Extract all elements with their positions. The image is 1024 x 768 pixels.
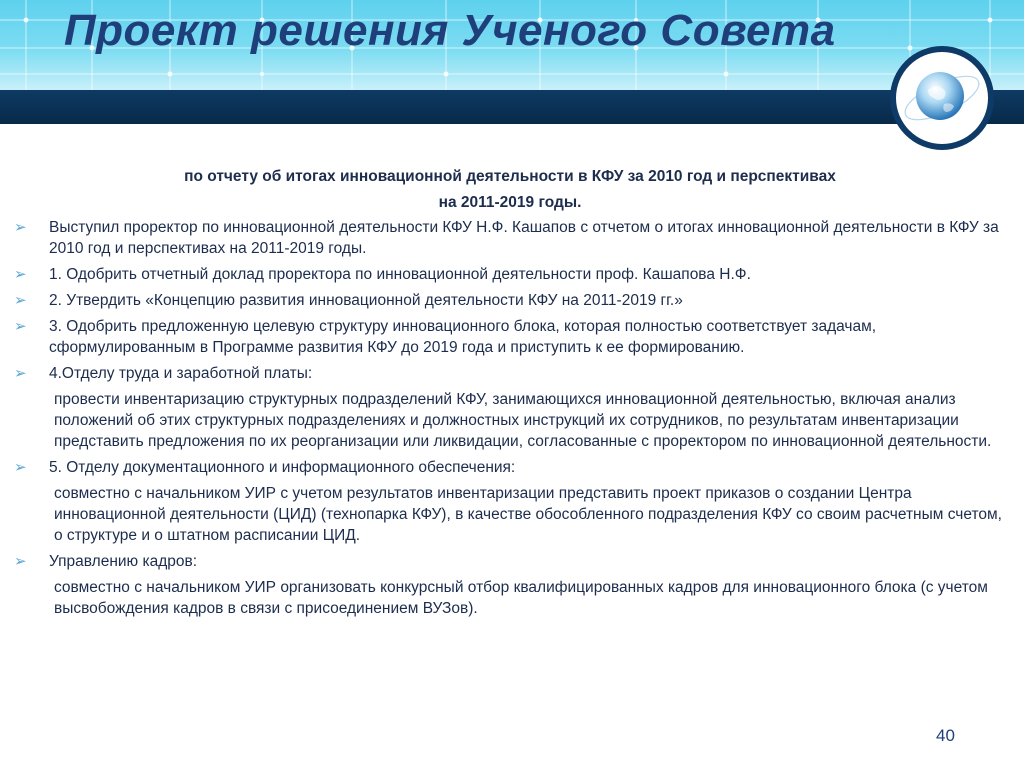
header-background <box>0 0 1024 90</box>
list-item <box>14 316 1004 358</box>
arrow-bullet-icon: ➢ <box>14 292 27 309</box>
slide-body <box>14 217 1004 624</box>
arrow-bullet-icon: ➢ <box>14 553 27 570</box>
sub-paragraph: совместно с начальником УИР организовать конкурсный отбор квалифицированных кадров для инновационного блока (с учетом высвобождения кадров в связи с присоединением ВУЗов). <box>54 579 988 617</box>
header-band <box>0 90 1024 124</box>
slide-title: Проект решения Ученого Совета <box>64 6 836 55</box>
page-number: 40 <box>936 726 955 745</box>
sub-paragraph: провести инвентаризацию структурных подразделений КФУ, занимающихся инновационной деятельностью, включая анализ положений об этих структурных подразделениях и должностных инструкций их сотрудников, по результатам инвентаризации представить предложения по их реорганизации или ликвидации, согласованные с проректором по инновационной деятельности. <box>54 391 992 450</box>
list-item-text: 3. Одобрить предложенную целевую структуру инновационного блока, которая полностью соответствует задачам, сформулированным в Программе развития КФУ до 2019 года и приступить к ее формированию. <box>49 318 877 356</box>
list-item-text: 2. Утвердить «Концепцию развития инновационной деятельности КФУ на 2011-2019 гг.» <box>49 292 683 309</box>
sub-paragraph: совместно с начальником УИР с учетом результатов инвентаризации представить проект приказов о создании Центра инновационной деятельности (ЦИД) (технопарка КФУ), в качестве обособленного подразделения КФУ со своим расчетным счетом, о структуре и о штатном расписании ЦИД. <box>54 485 1002 544</box>
list-item <box>14 264 1004 285</box>
globe-icon <box>888 44 996 152</box>
arrow-bullet-icon: ➢ <box>14 266 27 283</box>
arrow-bullet-icon: ➢ <box>14 459 27 476</box>
list-item-text: Выступил проректор по инновационной деятельности КФУ Н.Ф. Кашапов с отчетом о итогах инновационной деятельности в КФУ за 2010 год и перспективах на 2011-2019 годы. <box>49 219 999 257</box>
arrow-bullet-icon: ➢ <box>14 318 27 335</box>
subtitle-years: на 2011-2019 годы <box>438 194 578 211</box>
list-item <box>14 363 1004 384</box>
list-item <box>14 217 1004 259</box>
list-item <box>14 457 1004 478</box>
subtitle-line-2 <box>40 190 980 216</box>
arrow-bullet-icon: ➢ <box>14 219 27 236</box>
arrow-bullet-icon: ➢ <box>14 365 27 382</box>
slide-subtitle <box>40 164 980 216</box>
subtitle-line-1: по отчету об итогах инновационной деятельности в КФУ за 2010 год и перспективах <box>184 168 836 185</box>
list-item-text: 1. Одобрить отчетный доклад проректора по инновационной деятельности проф. Кашапова Н.Ф. <box>49 266 751 283</box>
list-item-text: 4.Отделу труда и заработной платы: <box>49 365 313 382</box>
subtitle-period: . <box>577 194 582 211</box>
list-item <box>14 551 1004 572</box>
list-item <box>14 290 1004 311</box>
list-item-text: Управлению кадров: <box>49 553 198 570</box>
list-item-text: 5. Отделу документационного и информационного обеспечения: <box>49 459 516 476</box>
